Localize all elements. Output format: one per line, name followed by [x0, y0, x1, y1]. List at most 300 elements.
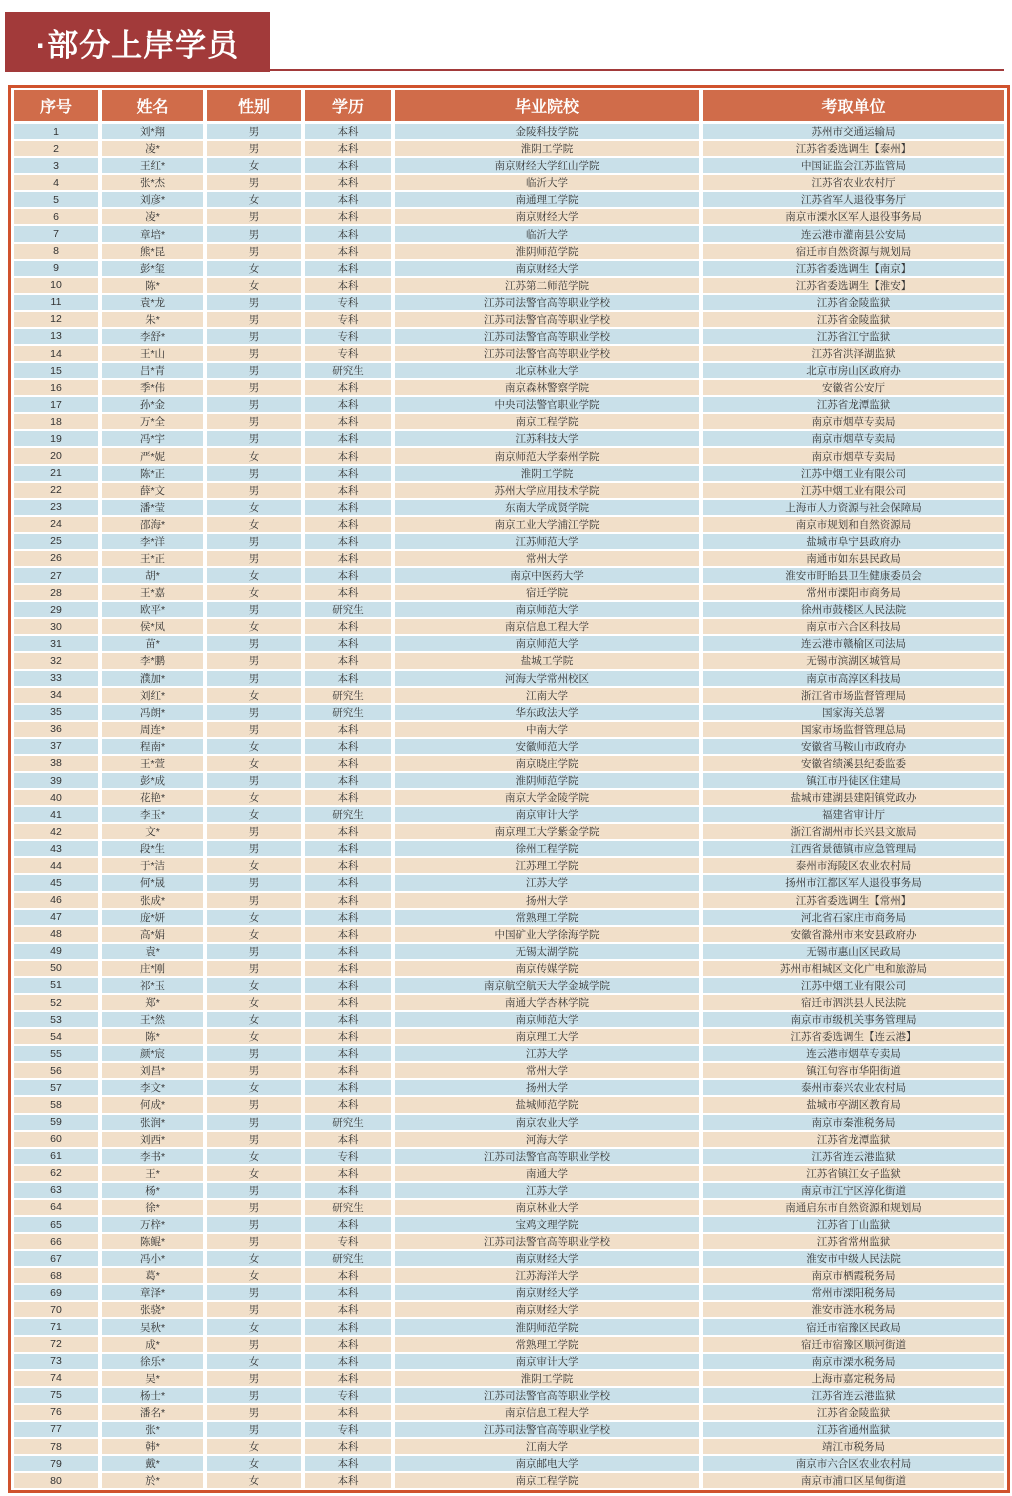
cell-index: 28	[14, 585, 98, 600]
cell-education: 本科	[305, 517, 391, 532]
cell-school: 南京审计大学	[395, 1354, 699, 1369]
cell-index: 9	[14, 261, 98, 276]
title-underline	[8, 69, 1004, 71]
header-cell-school: 毕业院校	[395, 90, 699, 121]
cell-name: 颜*宸	[102, 1046, 203, 1061]
cell-name: 刘昌*	[102, 1063, 203, 1078]
cell-education: 本科	[305, 944, 391, 959]
cell-gender: 男	[207, 722, 301, 737]
cell-gender: 男	[207, 1234, 301, 1249]
cell-unit: 江苏省常州监狱	[703, 1234, 1004, 1249]
cell-unit: 江苏省丁山监狱	[703, 1217, 1004, 1232]
cell-unit: 苏州市交通运输局	[703, 124, 1004, 139]
cell-name: 韩*	[102, 1439, 203, 1454]
cell-education: 本科	[305, 500, 391, 515]
cell-gender: 女	[207, 858, 301, 873]
cell-unit: 江苏中烟工业有限公司	[703, 483, 1004, 498]
cell-gender: 男	[207, 209, 301, 224]
cell-gender: 男	[207, 431, 301, 446]
cell-school: 南京理工大学	[395, 1029, 699, 1044]
cell-gender: 男	[207, 1337, 301, 1352]
cell-unit: 南京市秦淮税务局	[703, 1115, 1004, 1130]
table-row	[14, 773, 1004, 788]
cell-gender: 女	[207, 261, 301, 276]
cell-name: 章培*	[102, 226, 203, 241]
cell-index: 7	[14, 226, 98, 241]
cell-education: 专科	[305, 312, 391, 327]
cell-unit: 江苏省金陵监狱	[703, 1405, 1004, 1420]
cell-index: 5	[14, 192, 98, 207]
cell-unit: 南京市六合区农业农村局	[703, 1456, 1004, 1471]
cell-index: 37	[14, 739, 98, 754]
cell-education: 研究生	[305, 688, 391, 703]
cell-school: 南京工程学院	[395, 1473, 699, 1488]
cell-name: 凌*	[102, 209, 203, 224]
cell-gender: 女	[207, 978, 301, 993]
cell-unit: 南京市市级机关事务管理局	[703, 1012, 1004, 1027]
cell-education: 本科	[305, 1337, 391, 1352]
cell-name: 庄*刚	[102, 961, 203, 976]
cell-index: 72	[14, 1337, 98, 1352]
cell-name: 于*洁	[102, 858, 203, 873]
cell-name: 张*	[102, 1422, 203, 1437]
cell-index: 52	[14, 995, 98, 1010]
cell-education: 本科	[305, 722, 391, 737]
table-row	[14, 995, 1004, 1010]
cell-gender: 女	[207, 688, 301, 703]
cell-school: 宿迁学院	[395, 585, 699, 600]
cell-unit: 连云港市赣榆区司法局	[703, 636, 1004, 651]
cell-name: 刘彦*	[102, 192, 203, 207]
table-row	[14, 329, 1004, 344]
cell-school: 淮阴工学院	[395, 466, 699, 481]
cell-name: 侯*凤	[102, 619, 203, 634]
cell-education: 专科	[305, 295, 391, 310]
cell-unit: 安徽省马鞍山市政府办	[703, 739, 1004, 754]
cell-education: 本科	[305, 978, 391, 993]
cell-school: 苏州大学应用技术学院	[395, 483, 699, 498]
table-row	[14, 978, 1004, 993]
cell-index: 35	[14, 705, 98, 720]
table-row	[14, 1371, 1004, 1386]
cell-index: 33	[14, 671, 98, 686]
cell-index: 8	[14, 244, 98, 259]
cell-school: 扬州大学	[395, 1080, 699, 1095]
cell-name: 袁*龙	[102, 295, 203, 310]
cell-name: 陈*	[102, 278, 203, 293]
cell-name: 李玉*	[102, 807, 203, 822]
table-row	[14, 722, 1004, 737]
cell-unit: 南京市烟草专卖局	[703, 431, 1004, 446]
cell-school: 河海大学常州校区	[395, 671, 699, 686]
cell-name: 季*伟	[102, 380, 203, 395]
cell-name: 吴*	[102, 1371, 203, 1386]
cell-education: 本科	[305, 739, 391, 754]
cell-index: 31	[14, 636, 98, 651]
cell-index: 32	[14, 653, 98, 668]
cell-gender: 女	[207, 1439, 301, 1454]
cell-gender: 女	[207, 1166, 301, 1181]
cell-unit: 福建省审计厅	[703, 807, 1004, 822]
cell-education: 本科	[305, 483, 391, 498]
table-row	[14, 192, 1004, 207]
cell-gender: 女	[207, 1473, 301, 1488]
cell-gender: 男	[207, 944, 301, 959]
cell-school: 徐州工程学院	[395, 841, 699, 856]
cell-school: 南京邮电大学	[395, 1456, 699, 1471]
cell-gender: 女	[207, 1029, 301, 1044]
table-row	[14, 1080, 1004, 1095]
cell-index: 67	[14, 1251, 98, 1266]
cell-gender: 男	[207, 653, 301, 668]
cell-gender: 男	[207, 1046, 301, 1061]
cell-school: 南通理工学院	[395, 192, 699, 207]
cell-index: 6	[14, 209, 98, 224]
cell-gender: 女	[207, 568, 301, 583]
cell-school: 盐城工学院	[395, 653, 699, 668]
cell-gender: 男	[207, 671, 301, 686]
cell-school: 江苏司法警官高等职业学校	[395, 1388, 699, 1403]
cell-education: 本科	[305, 448, 391, 463]
table-row	[14, 961, 1004, 976]
cell-index: 27	[14, 568, 98, 583]
cell-school: 江苏科技大学	[395, 431, 699, 446]
cell-education: 本科	[305, 1302, 391, 1317]
cell-gender: 男	[207, 363, 301, 378]
cell-education: 研究生	[305, 363, 391, 378]
cell-gender: 女	[207, 1149, 301, 1164]
cell-unit: 无锡市惠山区民政局	[703, 944, 1004, 959]
cell-unit: 江西省景德镇市应急管理局	[703, 841, 1004, 856]
cell-name: 郑*	[102, 995, 203, 1010]
cell-index: 63	[14, 1183, 98, 1198]
table-row	[14, 1388, 1004, 1403]
cell-gender: 女	[207, 158, 301, 173]
cell-school: 江苏大学	[395, 1046, 699, 1061]
cell-school: 南通大学	[395, 1166, 699, 1181]
cell-education: 本科	[305, 1166, 391, 1181]
cell-gender: 女	[207, 739, 301, 754]
cell-unit: 连云港市烟草专卖局	[703, 1046, 1004, 1061]
cell-name: 王*然	[102, 1012, 203, 1027]
cell-unit: 江苏省金陵监狱	[703, 312, 1004, 327]
table-row	[14, 944, 1004, 959]
cell-name: 濮加*	[102, 671, 203, 686]
table-row	[14, 1132, 1004, 1147]
cell-name: 高*娟	[102, 927, 203, 942]
cell-name: 潘*莹	[102, 500, 203, 515]
table-row	[14, 1029, 1004, 1044]
cell-school: 东南大学成贤学院	[395, 500, 699, 515]
table-row	[14, 568, 1004, 583]
cell-education: 本科	[305, 466, 391, 481]
cell-name: 严*妮	[102, 448, 203, 463]
cell-index: 15	[14, 363, 98, 378]
cell-unit: 安徽省滁州市来安县政府办	[703, 927, 1004, 942]
table-row	[14, 448, 1004, 463]
cell-gender: 男	[207, 1371, 301, 1386]
cell-education: 本科	[305, 653, 391, 668]
cell-name: 段*生	[102, 841, 203, 856]
cell-index: 73	[14, 1354, 98, 1369]
cell-unit: 南京市江宁区淳化街道	[703, 1183, 1004, 1198]
cell-name: 章泽*	[102, 1285, 203, 1300]
cell-school: 南京财经大学	[395, 1251, 699, 1266]
cell-unit: 河北省石家庄市商务局	[703, 910, 1004, 925]
cell-education: 本科	[305, 124, 391, 139]
table-row	[14, 739, 1004, 754]
cell-education: 本科	[305, 278, 391, 293]
cell-school: 南京工业大学浦江学院	[395, 517, 699, 532]
table-row	[14, 141, 1004, 156]
cell-index: 75	[14, 1388, 98, 1403]
cell-education: 本科	[305, 1354, 391, 1369]
cell-school: 南京师范大学泰州学院	[395, 448, 699, 463]
cell-index: 26	[14, 551, 98, 566]
cell-name: 李*洋	[102, 534, 203, 549]
cell-index: 16	[14, 380, 98, 395]
table-row	[14, 517, 1004, 532]
cell-education: 本科	[305, 568, 391, 583]
cell-school: 南京财经大学	[395, 209, 699, 224]
cell-index: 2	[14, 141, 98, 156]
table-row	[14, 1268, 1004, 1283]
cell-index: 17	[14, 397, 98, 412]
cell-index: 49	[14, 944, 98, 959]
cell-school: 无锡太湖学院	[395, 944, 699, 959]
table-row	[14, 636, 1004, 651]
cell-gender: 男	[207, 226, 301, 241]
cell-school: 南京传媒学院	[395, 961, 699, 976]
cell-school: 常熟理工学院	[395, 910, 699, 925]
cell-gender: 男	[207, 824, 301, 839]
cell-education: 研究生	[305, 1115, 391, 1130]
cell-education: 本科	[305, 1268, 391, 1283]
cell-name: 苗*	[102, 636, 203, 651]
cell-school: 江苏司法警官高等职业学校	[395, 1149, 699, 1164]
cell-school: 中南大学	[395, 722, 699, 737]
cell-index: 42	[14, 824, 98, 839]
cell-school: 江苏大学	[395, 875, 699, 890]
cell-gender: 男	[207, 1200, 301, 1215]
cell-education: 本科	[305, 841, 391, 856]
cell-gender: 男	[207, 705, 301, 720]
cell-unit: 浙江省湖州市长兴县文旅局	[703, 824, 1004, 839]
cell-school: 南京农业大学	[395, 1115, 699, 1130]
cell-name: 杨*	[102, 1183, 203, 1198]
cell-name: 成*	[102, 1337, 203, 1352]
table-row	[14, 893, 1004, 908]
table-row	[14, 1012, 1004, 1027]
cell-unit: 国家海关总署	[703, 705, 1004, 720]
cell-name: 凌*	[102, 141, 203, 156]
cell-index: 59	[14, 1115, 98, 1130]
table-row	[14, 1217, 1004, 1232]
cell-index: 23	[14, 500, 98, 515]
cell-education: 本科	[305, 773, 391, 788]
table-row	[14, 363, 1004, 378]
cell-gender: 女	[207, 278, 301, 293]
table-row	[14, 1200, 1004, 1215]
cell-name: 徐*	[102, 1200, 203, 1215]
cell-unit: 上海市人力资源与社会保障局	[703, 500, 1004, 515]
cell-education: 本科	[305, 1012, 391, 1027]
cell-unit: 淮安市涟水税务局	[703, 1302, 1004, 1317]
table-header-row	[14, 90, 1004, 121]
cell-unit: 南京市浦口区星甸街道	[703, 1473, 1004, 1488]
cell-name: 李舒*	[102, 329, 203, 344]
cell-school: 扬州大学	[395, 893, 699, 908]
cell-unit: 淮安市中级人民法院	[703, 1251, 1004, 1266]
cell-index: 11	[14, 295, 98, 310]
header-cell-unit: 考取单位	[703, 90, 1004, 121]
cell-name: 徐乐*	[102, 1354, 203, 1369]
cell-education: 本科	[305, 585, 391, 600]
table-row	[14, 466, 1004, 481]
table-row	[14, 1046, 1004, 1061]
table-row	[14, 534, 1004, 549]
cell-index: 71	[14, 1319, 98, 1334]
cell-name: 胡*	[102, 568, 203, 583]
cell-education: 本科	[305, 1439, 391, 1454]
cell-gender: 男	[207, 1217, 301, 1232]
table-row	[14, 841, 1004, 856]
cell-unit: 江苏省龙潭监狱	[703, 397, 1004, 412]
cell-education: 本科	[305, 756, 391, 771]
table-row	[14, 1422, 1004, 1437]
cell-school: 南京审计大学	[395, 807, 699, 822]
cell-index: 46	[14, 893, 98, 908]
cell-index: 53	[14, 1012, 98, 1027]
cell-name: 冯*宇	[102, 431, 203, 446]
cell-unit: 中国证监会江苏监管局	[703, 158, 1004, 173]
cell-gender: 男	[207, 295, 301, 310]
cell-education: 本科	[305, 1132, 391, 1147]
cell-education: 本科	[305, 397, 391, 412]
cell-unit: 南通市如东县民政局	[703, 551, 1004, 566]
table-row	[14, 585, 1004, 600]
cell-name: 陈鲲*	[102, 1234, 203, 1249]
cell-index: 70	[14, 1302, 98, 1317]
cell-unit: 淮安市盱眙县卫生健康委员会	[703, 568, 1004, 583]
cell-gender: 女	[207, 995, 301, 1010]
cell-unit: 江苏省农业农村厅	[703, 175, 1004, 190]
cell-index: 45	[14, 875, 98, 890]
cell-name: 王*嘉	[102, 585, 203, 600]
cell-index: 41	[14, 807, 98, 822]
cell-school: 江苏司法警官高等职业学校	[395, 346, 699, 361]
cell-school: 南京信息工程大学	[395, 619, 699, 634]
table-row	[14, 602, 1004, 617]
cell-school: 南京理工大学紫金学院	[395, 824, 699, 839]
cell-gender: 男	[207, 602, 301, 617]
cell-gender: 男	[207, 875, 301, 890]
cell-unit: 南京市溧水税务局	[703, 1354, 1004, 1369]
cell-index: 54	[14, 1029, 98, 1044]
cell-unit: 江苏中烟工业有限公司	[703, 978, 1004, 993]
cell-index: 10	[14, 278, 98, 293]
cell-gender: 男	[207, 636, 301, 651]
cell-school: 宝鸡文理学院	[395, 1217, 699, 1232]
cell-gender: 男	[207, 244, 301, 259]
cell-unit: 南京市规划和自然资源局	[703, 517, 1004, 532]
cell-name: 陈*	[102, 1029, 203, 1044]
cell-school: 南京财经大学	[395, 1285, 699, 1300]
cell-index: 77	[14, 1422, 98, 1437]
cell-unit: 南京市高淳区科技局	[703, 671, 1004, 686]
cell-education: 本科	[305, 1097, 391, 1112]
cell-gender: 男	[207, 1183, 301, 1198]
table-row	[14, 397, 1004, 412]
cell-unit: 江苏省通州监狱	[703, 1422, 1004, 1437]
cell-index: 76	[14, 1405, 98, 1420]
cell-gender: 男	[207, 1422, 301, 1437]
table-row	[14, 875, 1004, 890]
cell-school: 南京信息工程大学	[395, 1405, 699, 1420]
table-row	[14, 295, 1004, 310]
cell-school: 临沂大学	[395, 226, 699, 241]
cell-education: 本科	[305, 1285, 391, 1300]
table-row	[14, 1234, 1004, 1249]
cell-gender: 女	[207, 1251, 301, 1266]
table-row	[14, 1405, 1004, 1420]
cell-gender: 女	[207, 807, 301, 822]
cell-name: 邵海*	[102, 517, 203, 532]
cell-unit: 泰州市泰兴农业农村局	[703, 1080, 1004, 1095]
cell-school: 北京林业大学	[395, 363, 699, 378]
cell-gender: 男	[207, 893, 301, 908]
cell-school: 南京晓庄学院	[395, 756, 699, 771]
cell-school: 南京师范大学	[395, 1012, 699, 1027]
cell-index: 21	[14, 466, 98, 481]
table-row	[14, 1439, 1004, 1454]
cell-index: 74	[14, 1371, 98, 1386]
cell-education: 研究生	[305, 602, 391, 617]
table-row	[14, 226, 1004, 241]
cell-unit: 无锡市滨湖区城管局	[703, 653, 1004, 668]
cell-school: 南京师范大学	[395, 602, 699, 617]
cell-gender: 男	[207, 346, 301, 361]
cell-index: 39	[14, 773, 98, 788]
cell-name: 李书*	[102, 1149, 203, 1164]
cell-index: 4	[14, 175, 98, 190]
cell-unit: 江苏中烟工业有限公司	[703, 466, 1004, 481]
cell-gender: 女	[207, 1268, 301, 1283]
cell-school: 南京师范大学	[395, 636, 699, 651]
cell-gender: 女	[207, 1319, 301, 1334]
cell-education: 本科	[305, 1456, 391, 1471]
table-row	[14, 500, 1004, 515]
cell-gender: 男	[207, 1115, 301, 1130]
cell-school: 淮阴师范学院	[395, 244, 699, 259]
cell-unit: 江苏省委选调生【南京】	[703, 261, 1004, 276]
cell-name: 於*	[102, 1473, 203, 1488]
table-row	[14, 1337, 1004, 1352]
cell-name: 孙*金	[102, 397, 203, 412]
cell-unit: 南京市六合区科技局	[703, 619, 1004, 634]
cell-name: 薛*文	[102, 483, 203, 498]
cell-gender: 女	[207, 1012, 301, 1027]
table-row	[14, 1166, 1004, 1181]
cell-school: 江苏海洋大学	[395, 1268, 699, 1283]
cell-name: 王*山	[102, 346, 203, 361]
cell-education: 本科	[305, 261, 391, 276]
cell-name: 彭*玺	[102, 261, 203, 276]
cell-name: 张润*	[102, 1115, 203, 1130]
cell-unit: 江苏省洪泽湖监狱	[703, 346, 1004, 361]
cell-unit: 扬州市江都区军人退役事务局	[703, 875, 1004, 890]
cell-index: 50	[14, 961, 98, 976]
